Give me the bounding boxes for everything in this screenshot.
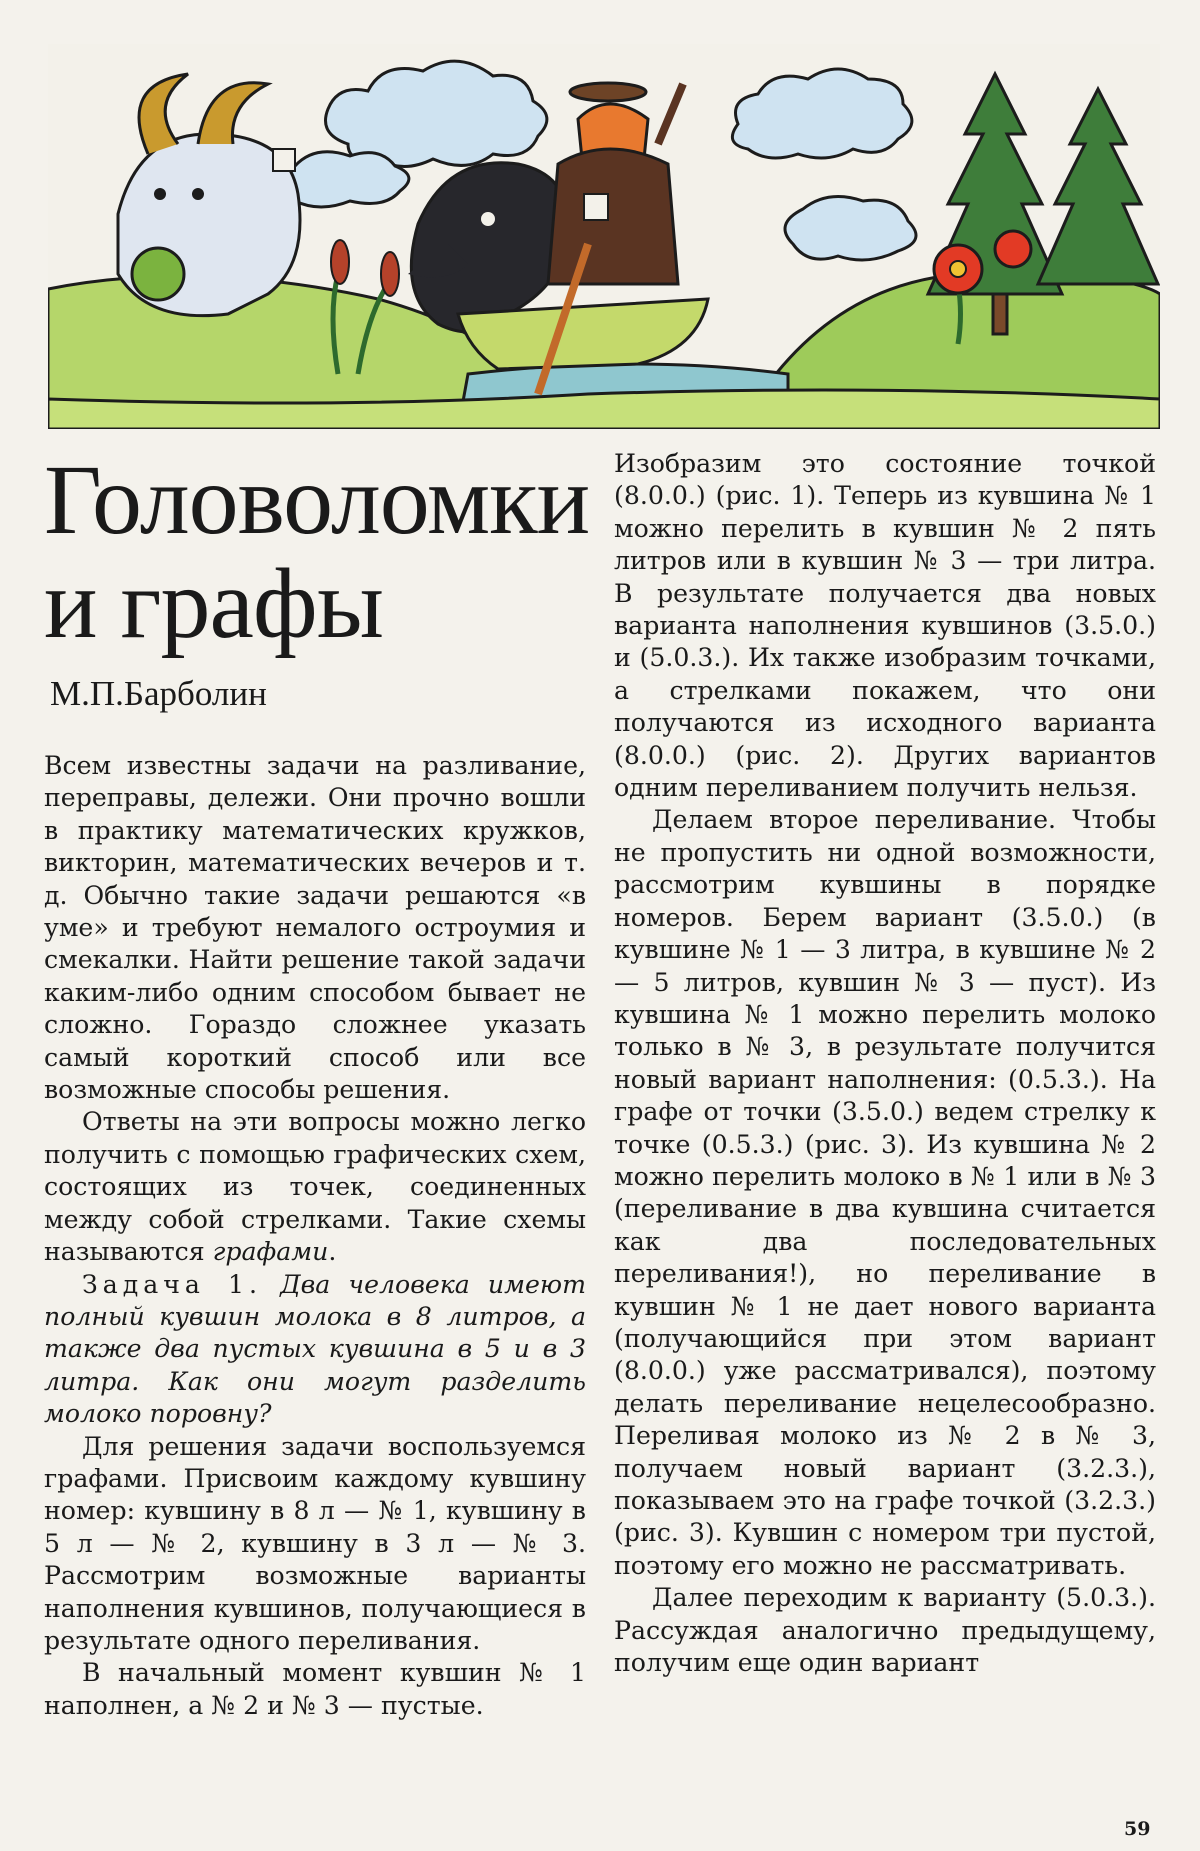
right-column: [614, 448, 1156, 1679]
title-line-2: и графы: [44, 548, 383, 659]
paragraph: Далее переходим к варианту (5.0.3.). Рассуждая аналогично предыдущему, получим еще один вариант: [614, 1583, 1156, 1678]
cartoon-scene: [48, 44, 1160, 429]
article-title: [44, 444, 590, 659]
problem-label: Задача 1.: [82, 1269, 263, 1299]
paragraph: Всем известны задачи на разливание, переправы, дележи. Они прочно вошли в практику математических кружков, викторин, математических вечеров и т. д. Обычно такие задачи решаются «в уме» и требуют немалого остроумия и смекалки. Найти решение такой задачи каким-либо одним способом бывает не сложно. Гораздо сложнее указать самый короткий способ или все возможные способы решения.: [44, 751, 586, 1105]
paragraph-end: .: [328, 1237, 337, 1267]
page-number: 59: [1124, 1818, 1151, 1840]
paragraph: Изобразим это состояние точкой (8.0.0.) (рис. 1). Теперь из кувшина № 1 можно перелить в кувшин № 2 пять литров или в кувшин № 3 — три литра. В результате получается два новых варианта наполнения кувшинов (3.5.0.) и (5.0.3.). Их также изобразим точками, а стрелками покажем, что они получаются из исходного варианта (8.0.0.) (рис. 2). Других вариантов одним переливанием получить нельзя.: [614, 449, 1156, 803]
left-column: [44, 444, 590, 1722]
paragraph-text: Ответы на эти вопросы можно легко получить с помощью графических схем, состоящих из точек, соединенных между собой стрелками. Такие схемы называются: [44, 1107, 586, 1267]
problem-statement: [44, 1269, 586, 1431]
title-line-1: Головоломки: [44, 444, 590, 555]
problem-text: Два человека имеют полный кувшин молока в 8 литров, а также два пустых кувшина в 5 и в 3 литра. Как они могут разделить молоко поровну?: [44, 1269, 586, 1429]
paragraph: Для решения задачи воспользуемся графами. Присвоим каждому кувшину номер: кувшину в 8 л — № 1, кувшину в 5 л — № 2, кувшину в 3 л — № 3. Рассмотрим возможные варианты наполнения кувшинов, получающиеся в результате одного переливания.: [44, 1431, 586, 1655]
author: М.П.Барболин: [50, 674, 267, 713]
paragraph: Делаем второе переливание. Чтобы не пропустить ни одной возможности, рассмотрим кувшины в порядке номеров. Берем вариант (3.5.0.) (в кувшине № 1 — 3 литра, в кувшине № 2 — 5 литров, кувшин № 3 — пуст). Из кувшина № 1 можно перелить молоко только в № 3, в результате получится новый вариант наполнения: (0.5.3.). На графе от точки (3.5.0.) ведем стрелку к точке (0.5.3.) (рис. 3). Из кувшина № 2 можно перелить молоко в № 1 или в № 3 (переливание в два кувшина считается как два последовательных переливания!), но переливание в кувшин № 1 не дает нового варианта (получающийся при этом вариант (8.0.0.) уже рассматривался), поэтому делать переливание нецелесообразно. Переливая молоко из № 2 в № 3, получаем новый вариант (3.2.3.), показываем это на графе точкой (3.2.3.) (рис. 3). Кувшин с номером три пустой, поэтому его можно не рассматривать.: [614, 805, 1156, 1580]
term-graphs: графами: [212, 1237, 329, 1267]
header-illustration: [48, 44, 1160, 429]
paragraph: В начальный момент кувшин № 1 наполнен, а № 2 и № 3 — пустые.: [44, 1658, 586, 1720]
paragraph: [44, 1106, 586, 1268]
